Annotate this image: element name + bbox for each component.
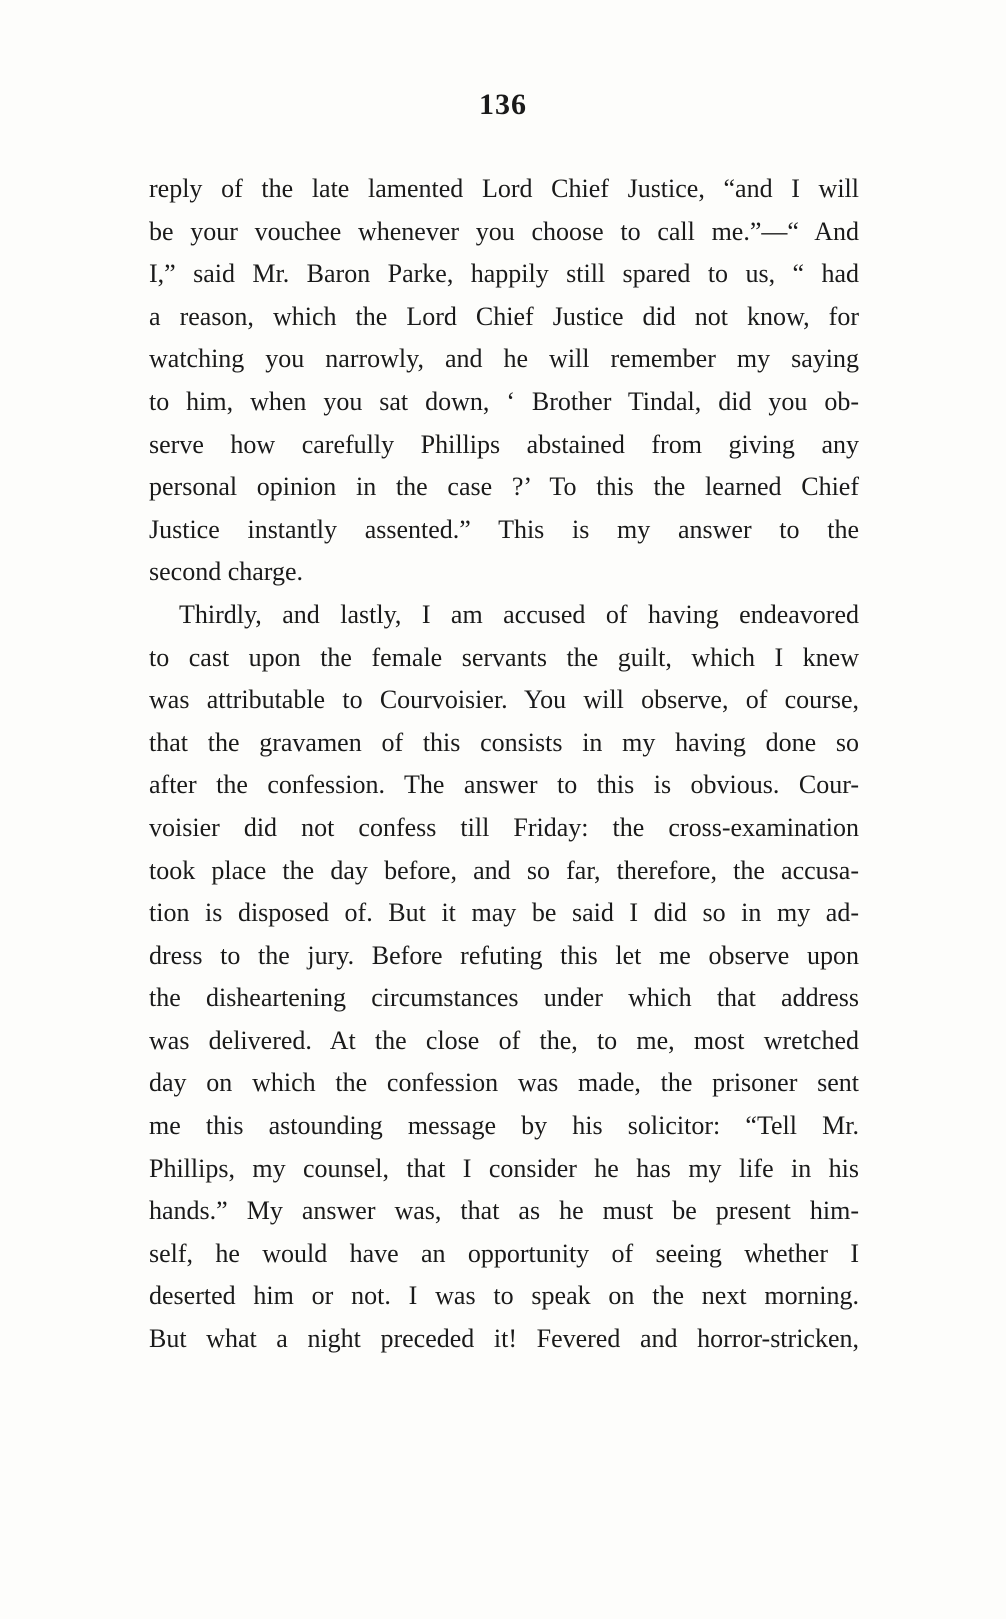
text-line: deserted him or not. I was to speak on the next morning.	[149, 1281, 859, 1311]
text-line: me this astounding message by his solicitor: “Tell Mr.	[149, 1111, 859, 1141]
paragraph-end-line: second charge.	[149, 557, 304, 587]
text-line: hands.” My answer was, that as he must be present him-	[149, 1196, 859, 1226]
paragraph-start-line: Thirdly, and lastly, I am accused of having endeavored	[179, 599, 859, 629]
text-line: took place the day before, and so far, therefore, the accusa-	[149, 855, 859, 885]
text-line: serve how carefully Phillips abstained from giving any	[149, 429, 859, 459]
body-text	[149, 168, 859, 1361]
text-line: personal opinion in the case ?’ To this the learned Chief	[149, 472, 859, 502]
text-line: Phillips, my counsel, that I consider he has my life in his	[149, 1153, 859, 1183]
text-line: to cast upon the female servants the guilt, which I knew	[149, 642, 859, 672]
text-line: I,” said Mr. Baron Parke, happily still spared to us, “ had	[149, 259, 859, 289]
text-line: tion is disposed of. But it may be said I did so in my ad-	[149, 898, 859, 928]
text-line: that the gravamen of this consists in my having done so	[149, 727, 859, 757]
text-line: was delivered. At the close of the, to me, most wretched	[149, 1025, 859, 1055]
text-line: Justice instantly assented.” This is my answer to the	[149, 514, 859, 544]
text-line: the disheartening circumstances under which that address	[149, 983, 859, 1013]
text-line: after the confession. The answer to this is obvious. Cour-	[149, 770, 859, 800]
text-line: was attributable to Courvoisier. You will observe, of course,	[149, 685, 859, 715]
text-line: self, he would have an opportunity of seeing whether I	[149, 1238, 859, 1268]
text-line: dress to the jury. Before refuting this let me observe upon	[149, 940, 859, 970]
text-line: day on which the confession was made, the prisoner sent	[149, 1068, 859, 1098]
text-line: reply of the late lamented Lord Chief Justice, “and I will	[149, 174, 859, 203]
text-line: to him, when you sat down, ‘ Brother Tindal, did you ob-	[149, 386, 859, 416]
text-line: be your vouchee whenever you choose to call me.”—“ And	[149, 216, 859, 246]
text-line: a reason, which the Lord Chief Justice did not know, for	[149, 301, 859, 331]
text-line: watching you narrowly, and he will remember my saying	[149, 344, 859, 374]
page-number: 136	[479, 88, 527, 121]
text-line: But what a night preceded it! Fevered and horror-stricken,	[149, 1324, 859, 1354]
text-line: voisier did not confess till Friday: the cross-examination	[149, 812, 859, 842]
